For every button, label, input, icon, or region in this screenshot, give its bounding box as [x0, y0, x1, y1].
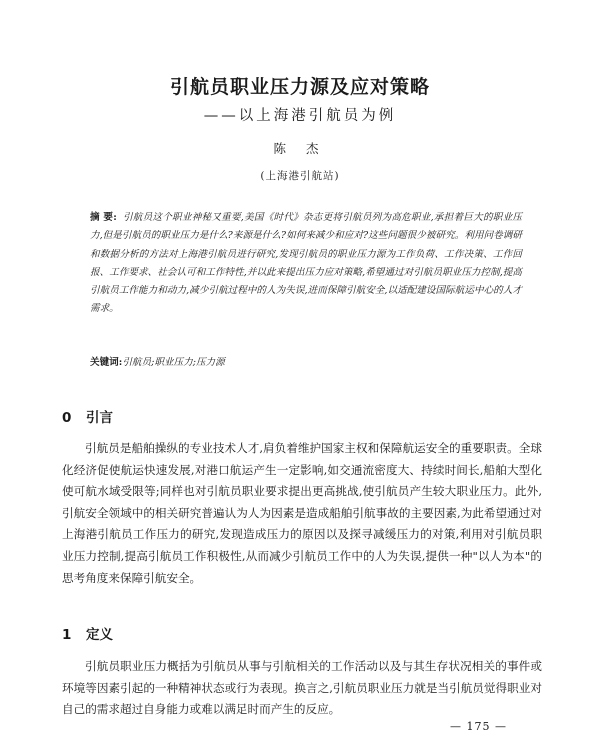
- abstract: [90, 209, 522, 319]
- article-subtitle: ——以上海港引航员为例: [203, 108, 397, 124]
- section-paragraph-intro: 引航员是船舶操纵的专业技术人才,肩负着维护国家主权和保障航运安全的重要职责。全球化经济促使航运快速发展,对港口航运产生一定影响,如交通流密度大、持续时间长,船舶大型化使可航水域受限等;同样也对引航员职业要求提出更高挑战,使引航员产生较大职业压力。此外,引航安全领域中的相关研究普遍认为人为因素是造成船舶引航事故的主要因素,为此希望通过对上海港引航员工作压力的研究,发现造成压力的原因以及探寻减缓压力的对策,利用对引航员职业压力控制,提高引航员工作积极性,从而减少引航员工作中的人为失误,提供一种"以人为本"的思考角度来保障引航安全。: [62, 441, 542, 585]
- keywords-label: 关键词:: [90, 357, 123, 368]
- abstract-label: 摘 要:: [90, 212, 117, 223]
- section-heading-intro: [62, 406, 113, 426]
- section-title: 定义: [86, 627, 113, 643]
- section-title: 引言: [86, 410, 113, 426]
- author-affiliation: (上海港引航站): [260, 170, 340, 182]
- author-name: 陈 杰: [273, 141, 327, 156]
- keywords-text: 引航员;职业压力;压力源: [122, 357, 225, 368]
- section-paragraph-definition: 引航员职业压力概括为引航员从事与引航相关的工作活动以及与其生存状况相关的事件或环境等因素引起的一种精神状态或行为表现。换言之,引航员职业压力就是当引航员觉得职业对自己的需求超过自身能力或难以满足时而产生的反应。: [62, 659, 542, 717]
- section-number: 0: [62, 410, 72, 426]
- keywords: [90, 355, 522, 371]
- page-number: — 175 —: [450, 720, 507, 733]
- section-heading-definition: [62, 623, 113, 643]
- article-title: 引航员职业压力源及应对策略: [169, 76, 430, 98]
- abstract-text: 引航员这个职业神秘又重要,美国《时代》杂志更将引航员列为高危职业,承担着巨大的职业压力,但是引航员的职业压力是什么?来源是什么?如何来减少和应对?这些问题很少被研究。利用问卷调研和数据分析的方法对上海港引航员进行研究,发现引航员的职业压力源为工作负荷、工作决策、工作回报、工作要求、社会认可和工作特性,并以此来提出压力应对策略,希望通过对引航员职业压力控制,提高引航员工作能力和动力,减少引航过程中的人为失误,进而保障引航安全,以适配建设国际航运中心的人才需求。: [90, 212, 522, 315]
- section-number: 1: [62, 627, 72, 643]
